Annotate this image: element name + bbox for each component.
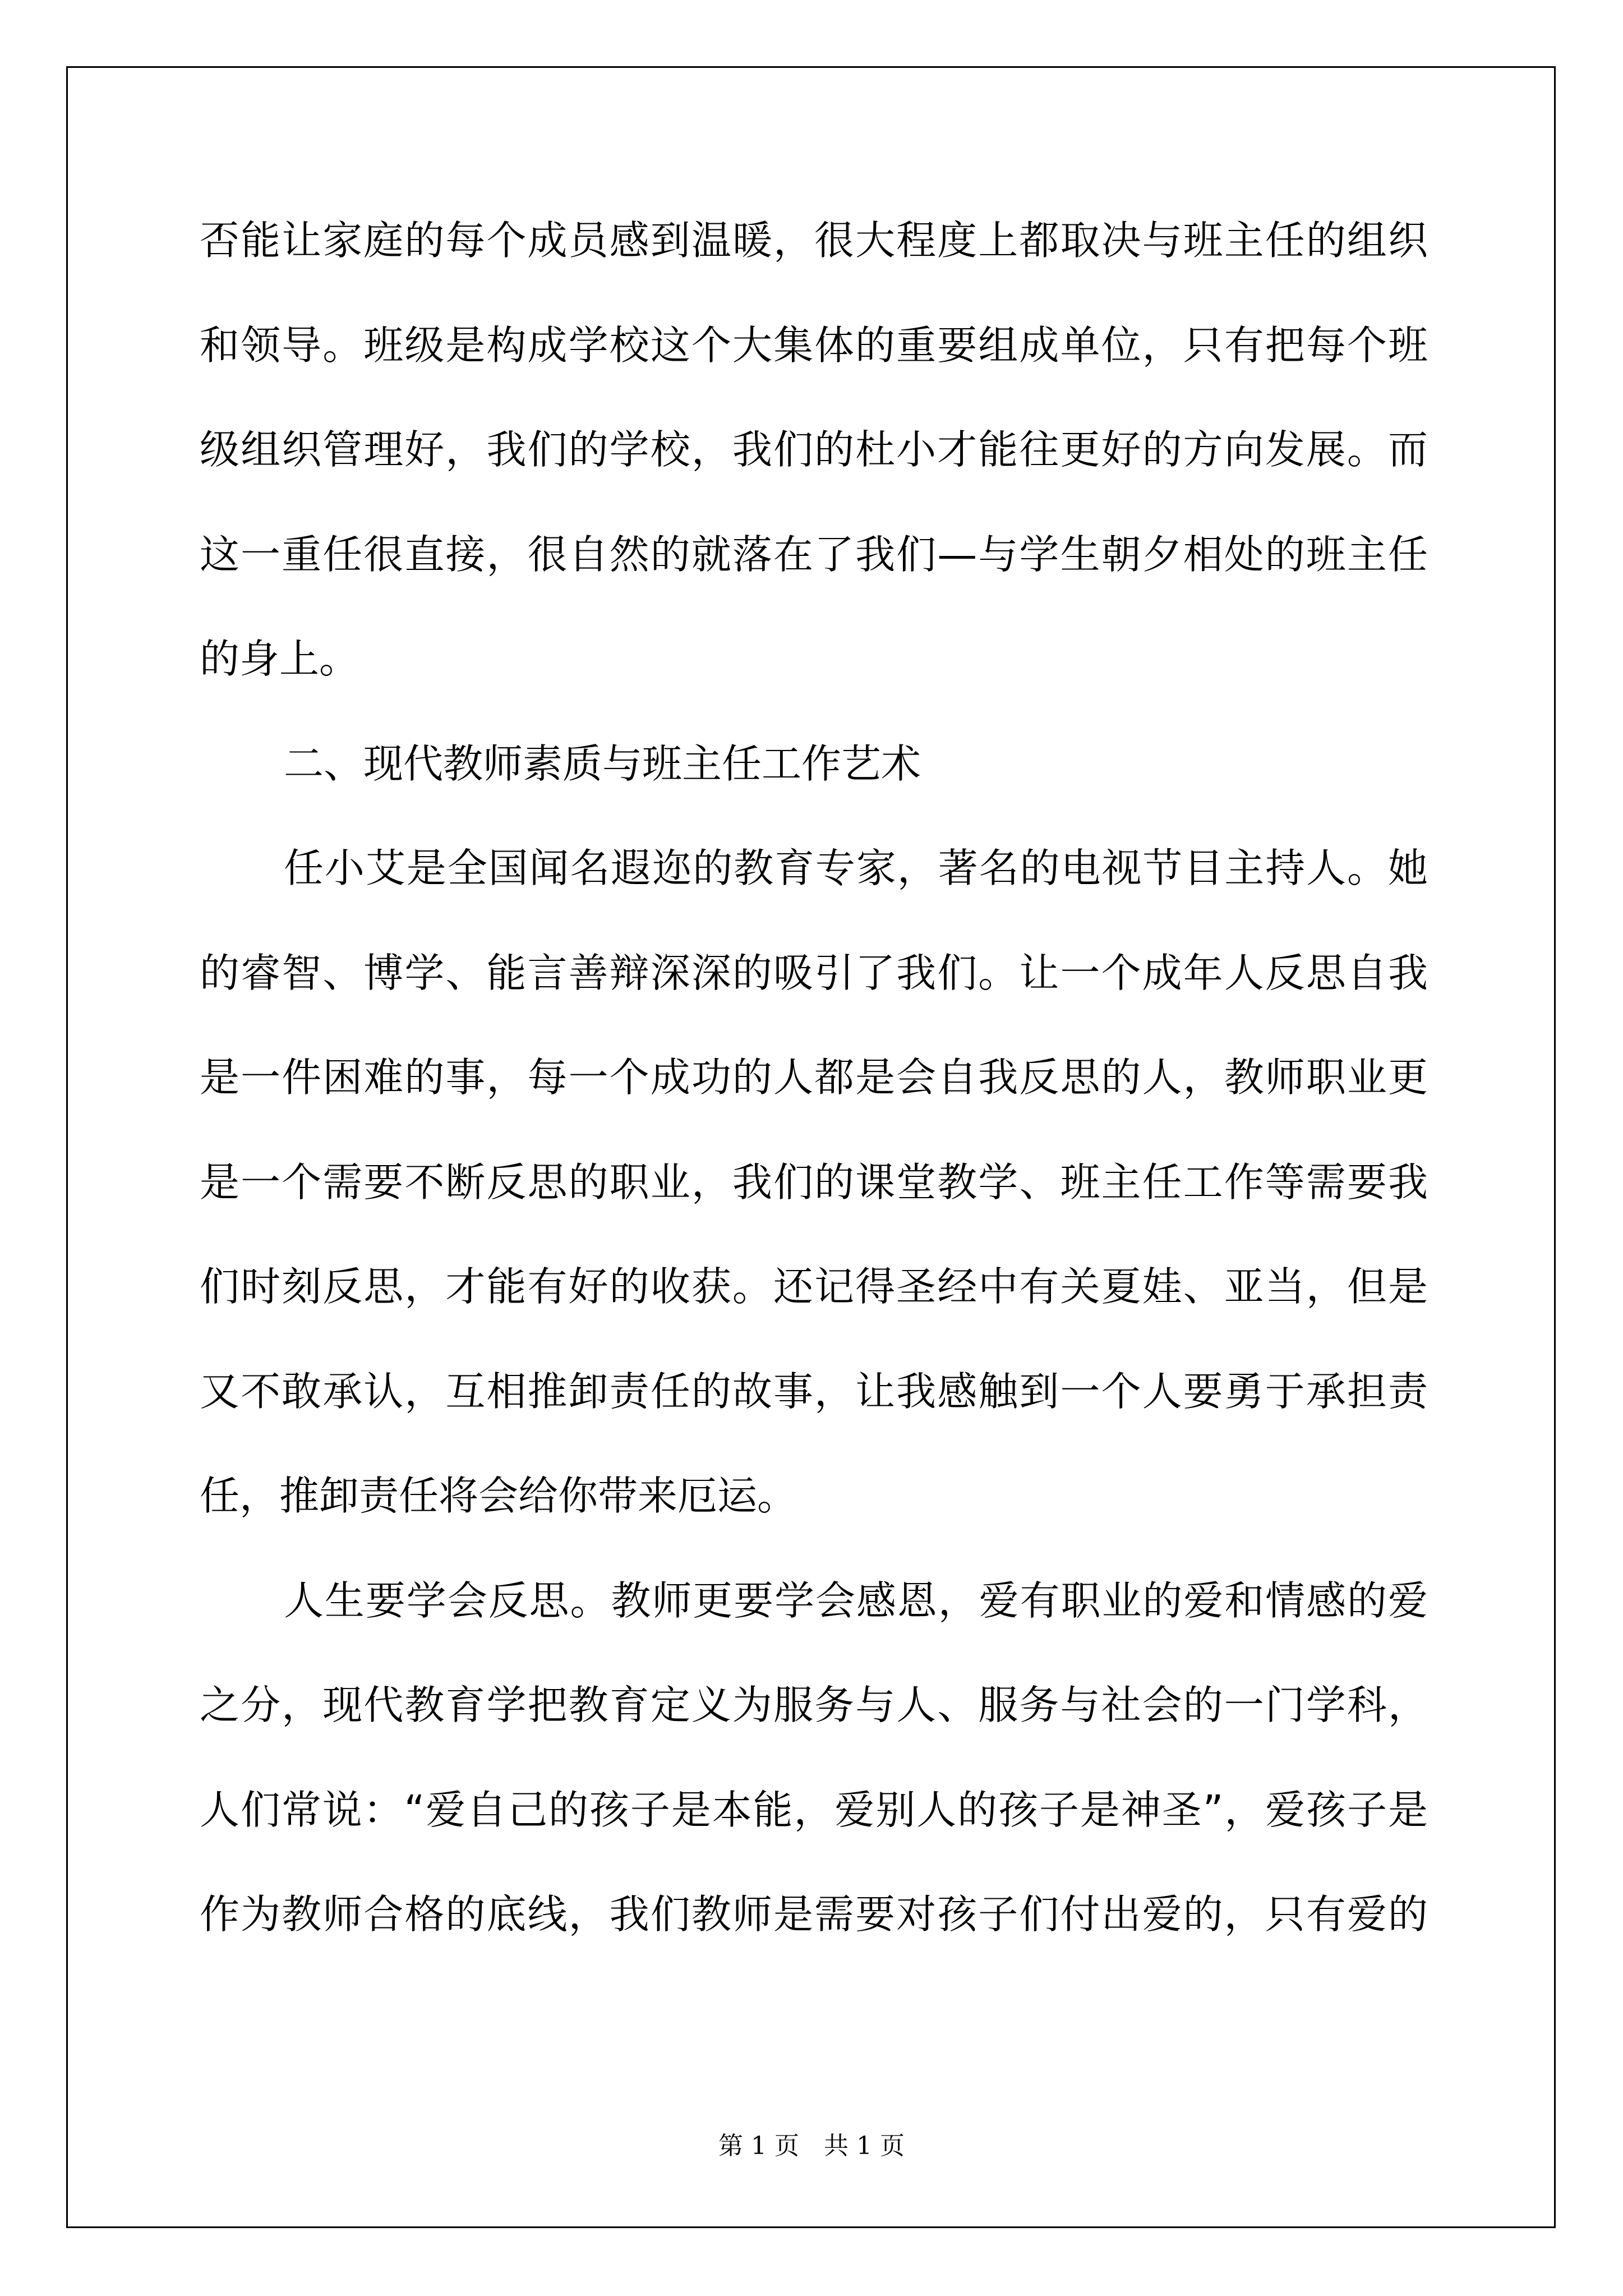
text-line: 否能让家庭的每个成员感到温暖，很大程度上都取决与班主任的组织 bbox=[200, 217, 1428, 264]
text-line: 之分，现代教育学把教育定义为服务与人、服务与社会的一门学科， bbox=[200, 1682, 1428, 1728]
text-line: 人生要学会反思。教师更要学会感恩，爱有职业的爱和情感的爱 bbox=[284, 1577, 1428, 1624]
text-line: 人们常说：“爱自己的孩子是本能，爱别人的孩子是神圣”，爱孩子是 bbox=[200, 1786, 1428, 1833]
text-line: 的睿智、博学、能言善辩深深的吸引了我们。让一个成年人反思自我 bbox=[200, 949, 1428, 996]
text-line: 任小艾是全国闻名遐迩的教育专家，著名的电视节目主持人。她 bbox=[284, 845, 1428, 891]
page-number: 第 1 页 共 1 页 bbox=[718, 2132, 905, 2160]
text-line: 们时刻反思，才能有好的收获。还记得圣经中有关夏娃、亚当，但是 bbox=[200, 1263, 1428, 1310]
text-line: 又不敢承认，互相推卸责任的故事，让我感触到一个人要勇于承担责 bbox=[200, 1368, 1428, 1415]
text-line: 这一重任很直接，很自然的就落在了我们—与学生朝夕相处的班主任 bbox=[200, 531, 1428, 578]
section-heading: 二、现代教师素质与班主任工作艺术 bbox=[284, 740, 921, 787]
text-line: 和领导。班级是构成学校这个大集体的重要组成单位，只有把每个班 bbox=[200, 321, 1428, 369]
text-line: 是一件困难的事，每一个成功的人都是会自我反思的人，教师职业更 bbox=[200, 1054, 1428, 1101]
text-line: 作为教师合格的底线，我们教师是需要对孩子们付出爱的，只有爱的 bbox=[200, 1891, 1428, 1938]
text-line: 级组织管理好，我们的学校，我们的杜小才能往更好的方向发展。而 bbox=[200, 426, 1428, 473]
text-line: 任，推卸责任将会给你带来厄运。 bbox=[200, 1473, 797, 1519]
text-line: 的身上。 bbox=[200, 636, 359, 682]
document-body bbox=[200, 215, 1428, 1994]
text-line: 是一个需要不断反思的职业，我们的课堂教学、班主任工作等需要我 bbox=[200, 1158, 1428, 1205]
